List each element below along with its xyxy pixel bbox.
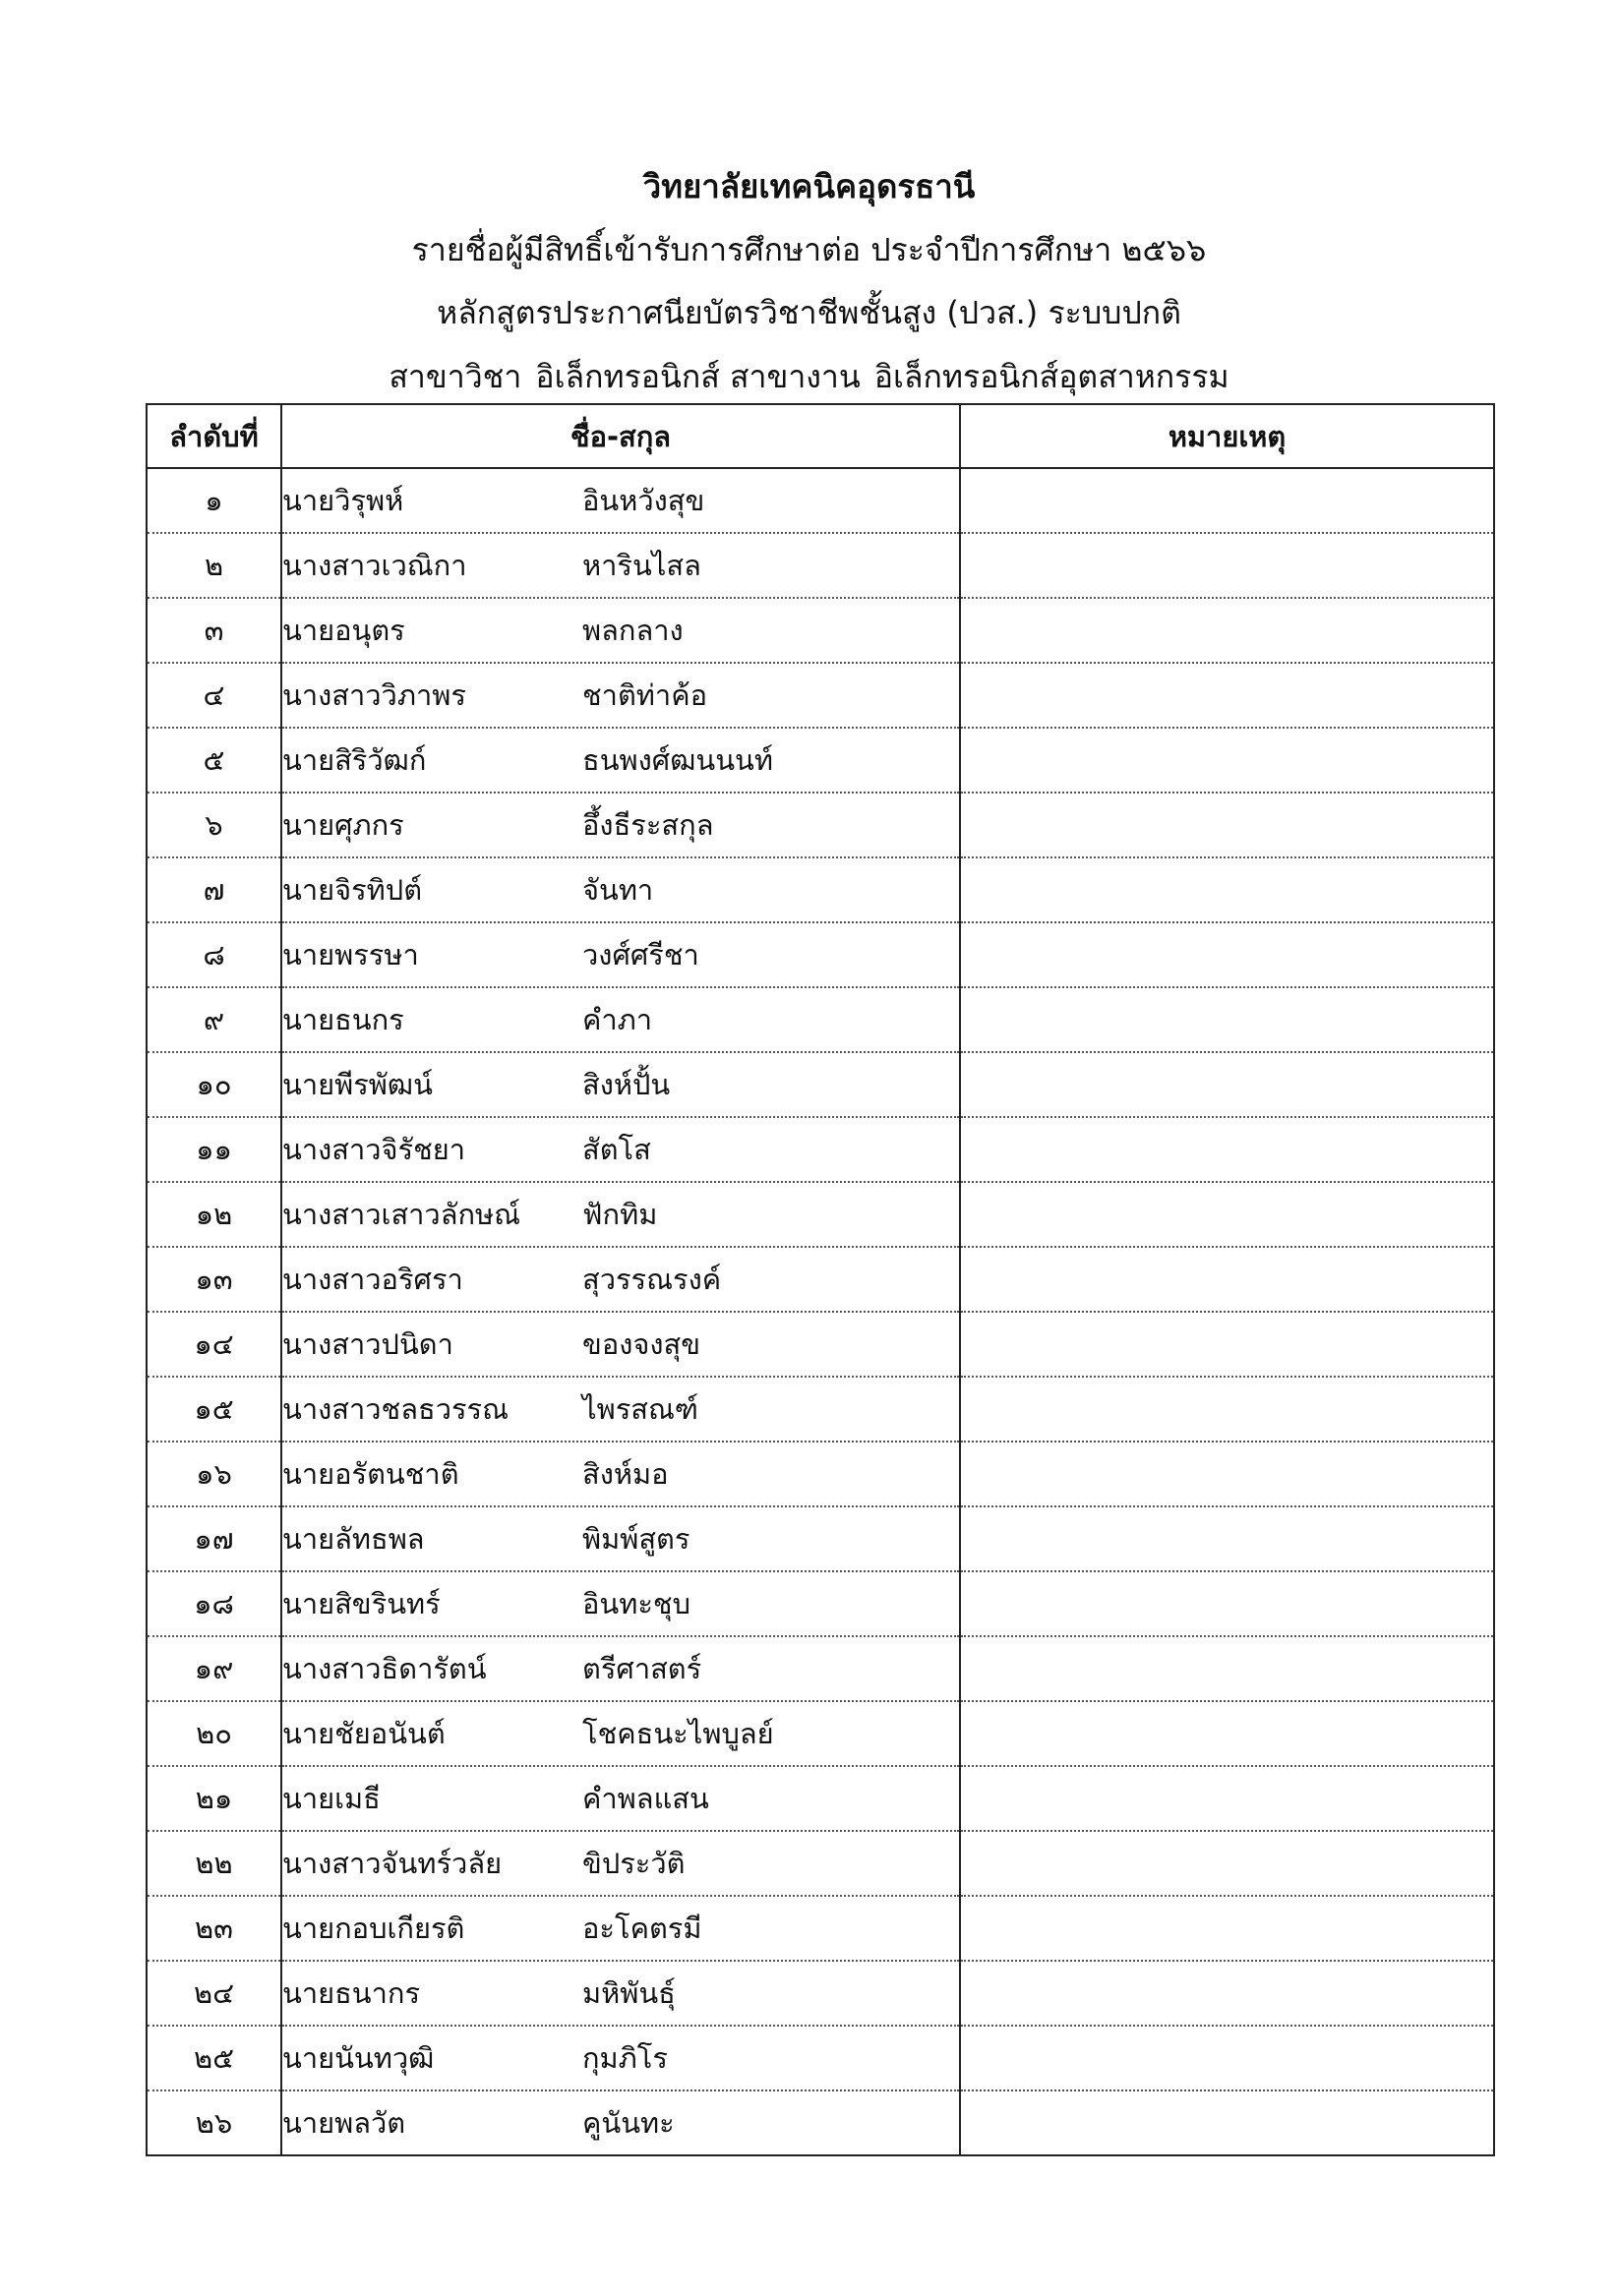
student-name-cell bbox=[281, 468, 960, 533]
student-last-name: จันทา bbox=[582, 873, 654, 907]
student-name-cell bbox=[281, 987, 960, 1052]
row-number: ๘ bbox=[147, 922, 281, 987]
row-number: ๒๐ bbox=[147, 1701, 281, 1766]
table-row bbox=[147, 598, 1494, 663]
row-number: ๖ bbox=[147, 793, 281, 857]
student-name-cell bbox=[281, 1377, 960, 1442]
table-row bbox=[147, 1896, 1494, 1961]
student-last-name: สุวรรณรงค์ bbox=[582, 1263, 722, 1296]
student-name-cell bbox=[281, 1831, 960, 1896]
student-last-name: ขิประวัติ bbox=[582, 1847, 686, 1880]
student-first-name: นายอรัตนชาติ bbox=[282, 1457, 459, 1491]
student-first-name: นายวิรุพห์ bbox=[282, 484, 404, 517]
row-number: ๑๓ bbox=[147, 1247, 281, 1312]
student-first-name: นายศุภกร bbox=[282, 808, 404, 842]
major-label: สาขาวิชา bbox=[389, 358, 522, 395]
student-last-name: อินหวังสุข bbox=[582, 484, 705, 517]
table-row bbox=[147, 1442, 1494, 1506]
student-last-name: สิงห์มอ bbox=[582, 1457, 669, 1491]
column-header-name: ชื่อ-สกุล bbox=[281, 404, 960, 468]
note-cell bbox=[960, 987, 1494, 1052]
student-last-name: พลกลาง bbox=[582, 614, 684, 647]
student-name-cell bbox=[281, 1636, 960, 1701]
row-number: ๗ bbox=[147, 857, 281, 922]
note-cell bbox=[960, 1442, 1494, 1506]
table-row bbox=[147, 1247, 1494, 1312]
major-value: อิเล็กทรอนิกส์ bbox=[535, 358, 720, 395]
student-last-name: สัตโส bbox=[582, 1133, 651, 1166]
student-name-cell bbox=[281, 922, 960, 987]
note-cell bbox=[960, 1506, 1494, 1571]
row-number: ๒๖ bbox=[195, 2106, 233, 2140]
student-name-cell bbox=[281, 663, 960, 728]
table-row bbox=[147, 663, 1494, 728]
student-first-name: นายพลวัต bbox=[282, 2106, 406, 2140]
row-number: ๑๔ bbox=[147, 1312, 281, 1377]
row-number: ๑๒ bbox=[147, 1182, 281, 1247]
student-first-name: นางสาวจันทร์วลัย bbox=[282, 1847, 503, 1880]
row-number: ๒๓ bbox=[147, 1896, 281, 1961]
row-number: ๑๘ bbox=[147, 1571, 281, 1636]
note-cell bbox=[960, 1896, 1494, 1961]
table-row bbox=[147, 922, 1494, 987]
row-number: ๒๑ bbox=[147, 1766, 281, 1831]
student-last-name: อึ้งธีระสกุล bbox=[582, 808, 714, 842]
table-body bbox=[147, 468, 1494, 2155]
student-name-cell bbox=[281, 1247, 960, 1312]
student-first-name: นายนันทวุฒิ bbox=[282, 2041, 435, 2075]
student-last-name: คูนันทะ bbox=[582, 2106, 675, 2140]
table-header-row bbox=[147, 404, 1494, 468]
table-row bbox=[147, 1377, 1494, 1442]
student-name-cell bbox=[281, 1766, 960, 1831]
table-row bbox=[147, 987, 1494, 1052]
table-row bbox=[147, 1182, 1494, 1247]
row-number: ๒๕ bbox=[147, 2026, 281, 2090]
column-header-note: หมายเหตุ bbox=[960, 404, 1494, 468]
student-name-cell bbox=[281, 533, 960, 598]
student-name-cell bbox=[281, 1117, 960, 1182]
student-name-cell bbox=[281, 1506, 960, 1571]
table-row bbox=[147, 2026, 1494, 2090]
student-name-cell bbox=[281, 1182, 960, 1247]
row-number: ๑๐ bbox=[147, 1052, 281, 1117]
table-row bbox=[147, 468, 1494, 533]
student-first-name: นางสาวธิดารัตน์ bbox=[282, 1652, 487, 1685]
student-first-name: นางสาวจิรัชยา bbox=[282, 1133, 466, 1166]
student-last-name: กุมภิโร bbox=[582, 2041, 668, 2075]
student-name-cell bbox=[281, 2026, 960, 2090]
student-first-name: นายอนุตร bbox=[282, 614, 405, 647]
note-cell bbox=[960, 2026, 1494, 2090]
row-number: ๕ bbox=[147, 728, 281, 793]
table-row bbox=[147, 857, 1494, 922]
student-last-name: ฟักทิม bbox=[582, 1198, 658, 1231]
table-row bbox=[147, 1766, 1494, 1831]
student-first-name: นายพีรพัฒน์ bbox=[282, 1068, 433, 1101]
student-name-cell bbox=[281, 598, 960, 663]
row-number: ๒๔ bbox=[147, 1961, 281, 2026]
row-number: ๑๖ bbox=[147, 1442, 281, 1506]
row-number: ๑ bbox=[147, 468, 281, 533]
student-first-name: นางสาวอริศรา bbox=[282, 1263, 463, 1296]
student-last-name: วงศ์ศรีชา bbox=[582, 938, 699, 971]
table-row bbox=[147, 2090, 1494, 2155]
student-first-name: นางสาวชลธวรรณ bbox=[282, 1392, 509, 1426]
student-last-name: ไพรสณฑ์ bbox=[582, 1392, 698, 1426]
student-last-name: ของจงสุข bbox=[582, 1327, 701, 1361]
program-line: หลักสูตรประกาศนียบัตรวิชาชีพชั้นสูง (ปวส.) ระบบปกติ bbox=[437, 294, 1181, 331]
student-last-name: พิมพ์สูตร bbox=[582, 1522, 690, 1556]
field-label: สาขางาน bbox=[729, 358, 861, 395]
student-first-name: นายจิรทิปต์ bbox=[282, 873, 423, 907]
table-row bbox=[147, 1636, 1494, 1701]
note-cell bbox=[960, 857, 1494, 922]
student-name-cell bbox=[281, 1701, 960, 1766]
table-row bbox=[147, 1312, 1494, 1377]
student-last-name: โชคธนะไพบูลย์ bbox=[582, 1717, 774, 1750]
table-row bbox=[147, 1831, 1494, 1896]
column-header-number: ลำดับที่ bbox=[147, 404, 281, 468]
student-roster-table bbox=[146, 403, 1495, 2156]
table-row bbox=[147, 1571, 1494, 1636]
row-number: ๒๒ bbox=[147, 1831, 281, 1896]
field-value: อิเล็กทรอนิกส์อุตสาหกรรม bbox=[873, 358, 1229, 395]
row-number: ๒ bbox=[147, 533, 281, 598]
student-first-name: นางสาวเสาวลักษณ์ bbox=[282, 1198, 521, 1231]
student-first-name: นายชัยอนันต์ bbox=[282, 1717, 446, 1750]
student-first-name: นางสาวเวณิกา bbox=[282, 549, 467, 582]
table-row bbox=[147, 1961, 1494, 2026]
note-cell bbox=[960, 468, 1494, 533]
student-first-name: นายสิขรินทร์ bbox=[282, 1587, 441, 1620]
note-cell bbox=[960, 922, 1494, 987]
student-name-cell bbox=[281, 1961, 960, 2026]
student-name-cell bbox=[281, 1442, 960, 1506]
note-cell bbox=[960, 1117, 1494, 1182]
note-cell bbox=[960, 1377, 1494, 1442]
student-last-name: คำพลแสน bbox=[582, 1782, 709, 1815]
student-first-name: นางสาวปนิดา bbox=[282, 1327, 453, 1361]
row-number: ๑๑ bbox=[147, 1117, 281, 1182]
note-cell bbox=[960, 1766, 1494, 1831]
note-cell bbox=[960, 598, 1494, 663]
student-name-cell bbox=[281, 728, 960, 793]
student-last-name: อินทะชุบ bbox=[582, 1587, 691, 1620]
row-number: ๔ bbox=[147, 663, 281, 728]
table-row bbox=[147, 533, 1494, 598]
note-cell bbox=[960, 663, 1494, 728]
note-cell bbox=[960, 793, 1494, 857]
note-cell bbox=[960, 1831, 1494, 1896]
student-first-name: นายพรรษา bbox=[282, 938, 419, 971]
note-cell bbox=[960, 728, 1494, 793]
row-number: ๙ bbox=[147, 987, 281, 1052]
major-line bbox=[0, 358, 1618, 395]
table-row bbox=[147, 1117, 1494, 1182]
note-cell bbox=[960, 1312, 1494, 1377]
student-name-cell bbox=[281, 2090, 960, 2155]
student-name-cell bbox=[281, 1052, 960, 1117]
row-number: ๑๗ bbox=[147, 1506, 281, 1571]
student-last-name: คำภา bbox=[582, 1003, 653, 1036]
student-last-name: หารินไสล bbox=[582, 549, 701, 582]
student-last-name: ธนพงศ์ฒนนนท์ bbox=[582, 743, 773, 777]
note-cell bbox=[960, 1571, 1494, 1636]
student-first-name: นายสิริวัฒก์ bbox=[282, 743, 427, 777]
note-cell bbox=[960, 1701, 1494, 1766]
student-name-cell bbox=[281, 1312, 960, 1377]
student-name-cell bbox=[281, 857, 960, 922]
student-first-name: นางสาววิภาพร bbox=[282, 678, 466, 712]
note-cell bbox=[960, 1247, 1494, 1312]
student-last-name: อะโคตรมี bbox=[582, 1912, 702, 1945]
student-last-name: มหิพันธุ์ bbox=[582, 1976, 676, 2010]
note-cell bbox=[960, 1182, 1494, 1247]
table-row bbox=[147, 793, 1494, 857]
student-first-name: นายกอบเกียรติ bbox=[282, 1912, 465, 1945]
row-number: ๓ bbox=[147, 598, 281, 663]
student-last-name: สิงห์ปั้น bbox=[582, 1068, 671, 1101]
note-cell bbox=[960, 1636, 1494, 1701]
table-row bbox=[147, 1506, 1494, 1571]
row-number: ๑๕ bbox=[147, 1377, 281, 1442]
note-cell bbox=[960, 2090, 1494, 2155]
student-name-cell bbox=[281, 793, 960, 857]
student-first-name: นายธนกร bbox=[282, 1003, 404, 1036]
student-name-cell bbox=[281, 1896, 960, 1961]
student-first-name: นายธนากร bbox=[282, 1976, 421, 2010]
table-row bbox=[147, 728, 1494, 793]
student-first-name: นายลัทธพล bbox=[282, 1522, 425, 1556]
table-row bbox=[147, 1052, 1494, 1117]
document-subtitle: รายชื่อผู้มีสิทธิ์เข้ารับการศึกษาต่อ ประจำปีการศึกษา ๒๕๖๖ bbox=[411, 231, 1207, 268]
student-last-name: ตรีศาสตร์ bbox=[582, 1652, 702, 1685]
table-row bbox=[147, 1701, 1494, 1766]
row-number: ๑๙ bbox=[147, 1636, 281, 1701]
document-title: วิทยาลัยเทคนิคอุดรธานี bbox=[642, 167, 976, 206]
note-cell bbox=[960, 533, 1494, 598]
student-first-name: นายเมธี bbox=[282, 1782, 381, 1815]
note-cell bbox=[960, 1961, 1494, 2026]
note-cell bbox=[960, 1052, 1494, 1117]
student-name-cell bbox=[281, 1571, 960, 1636]
student-last-name: ชาติท่าค้อ bbox=[582, 678, 708, 712]
